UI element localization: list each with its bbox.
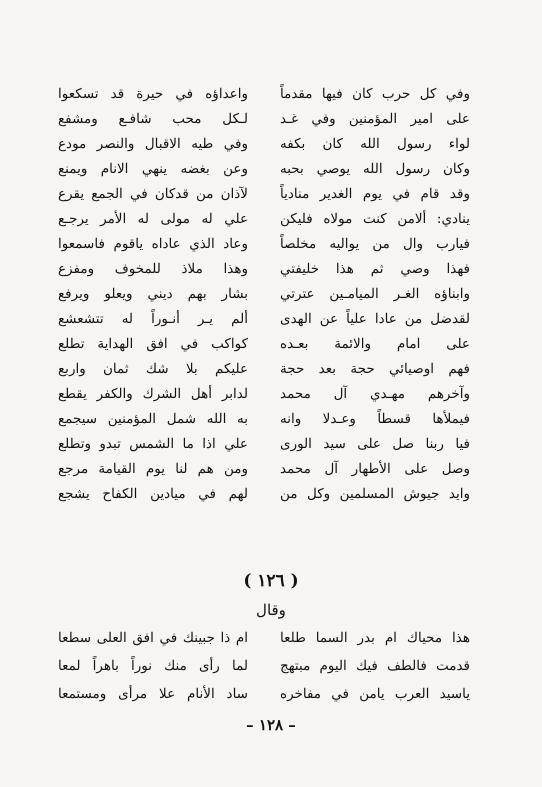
poem-bottom — [58, 624, 470, 708]
verse-right-hemistich: فهذا وصي ثم هذا خليفتي — [280, 261, 470, 277]
verse-left-hemistich: علي اذا ما الشمس تبدو وتطلع — [58, 436, 248, 452]
verse-left-hemistich: كواكب في افق الهداية تطلع — [58, 336, 248, 352]
verse-left-hemistich: لهم في ميادين الكفاح يشجع — [58, 486, 248, 502]
verse-right-hemistich: هذا محياك ام بدر السما طلعا — [280, 630, 470, 646]
poem-top — [58, 82, 470, 507]
verse-right-hemistich: وصل على الأطهار آل محمد — [280, 461, 470, 477]
verse-row — [58, 407, 470, 432]
verse-right-hemistich: وكان رسول الله يوصي بحبه — [280, 161, 470, 177]
verse-right-hemistich: فيملأها قسطاً وعـدلا وانه — [280, 411, 470, 427]
verse-right-hemistich: وابناؤه الغـر الميامـين عترتي — [280, 286, 470, 302]
verse-left-hemistich: لدابر أهل الشرك والكفر يقطع — [58, 386, 248, 402]
verse-row — [58, 107, 470, 132]
verse-left-hemistich: به الله شمل المؤمنين سيجمع — [58, 411, 248, 427]
verse-row — [58, 482, 470, 507]
verse-right-hemistich: وفي كل حرب كان فيها مقدماً — [280, 86, 470, 102]
verse-row — [58, 357, 470, 382]
verse-row — [58, 382, 470, 407]
verse-right-hemistich: وايد جيوش المسلمين وكل من — [280, 486, 470, 502]
verse-row — [58, 457, 470, 482]
verse-right-hemistich: لواء رسول الله كان بكفه — [280, 136, 470, 152]
verse-right-hemistich: لقدضل من عادا علياً عن الهدى — [280, 311, 470, 327]
verse-row — [58, 232, 470, 257]
verse-left-hemistich: واعداؤه في حيرة قد تسكعوا — [58, 86, 248, 102]
verse-left-hemistich: وهذا ملاذ للمخوف ومفزع — [58, 261, 248, 277]
verse-row — [58, 432, 470, 457]
verse-row — [58, 307, 470, 332]
verse-left-hemistich: لما رأى منك نوراً باهراً لمعا — [58, 658, 248, 674]
verse-left-hemistich: ألم يـر أنـوراً له تتشعشع — [58, 311, 248, 327]
verse-right-hemistich: فهم اوصيائي حجة بعد حجة — [280, 361, 470, 377]
verse-right-hemistich: قدمت فالطف فيك اليوم مبتهج — [280, 658, 470, 674]
verse-left-hemistich: ام ذا جبينك في افق العلى سطعا — [58, 630, 248, 646]
verse-row — [58, 132, 470, 157]
verse-left-hemistich: وعن بغضه ينهي الانام ويمنع — [58, 161, 248, 177]
verse-left-hemistich: ساد الأنام علا مرأى ومستمعا — [58, 686, 248, 702]
verse-row — [58, 257, 470, 282]
verse-right-hemistich: فيا ربنا صل على سيد الورى — [280, 436, 470, 452]
verse-right-hemistich: على امام والائمة بعـده — [280, 336, 470, 352]
verse-right-hemistich: على امير المؤمنين وفي غـد — [280, 111, 470, 127]
verse-left-hemistich: لآذان من قدكان في الجمع يقرع — [58, 186, 248, 202]
verse-right-hemistich: ياسيد العرب يامن في مفاخره — [280, 686, 470, 702]
poem-number: ( ١٢٦ ) — [243, 571, 299, 591]
verse-row — [58, 624, 470, 652]
verse-left-hemistich: عليكم بلا شك ثمان واربع — [58, 361, 248, 377]
verse-left-hemistich: ومن هم لنا يوم القيامة مرجع — [58, 461, 248, 477]
page-number: – ١٢٨ – — [246, 716, 296, 734]
verse-row — [58, 82, 470, 107]
verse-right-hemistich: ينادي: ألامن كنت مولاه فليكن — [280, 211, 470, 227]
verse-right-hemistich: وقد قام في يوم الغدير منادياً — [280, 186, 470, 202]
verse-left-hemistich: علي له مولى له الأمر يرجـع — [58, 211, 248, 227]
verse-right-hemistich: وآخرهم مهـدي آل محمد — [280, 386, 470, 402]
verse-right-hemistich: فيارب وال من يواليه مخلصاً — [280, 236, 470, 252]
verse-row — [58, 680, 470, 708]
verse-left-hemistich: بشار بهم ديني ويعلو ويرفع — [58, 286, 248, 302]
verse-row — [58, 652, 470, 680]
verse-row — [58, 207, 470, 232]
verse-row — [58, 157, 470, 182]
verse-row — [58, 282, 470, 307]
verse-left-hemistich: وعاد الذي عاداه ياقوم فاسمعوا — [58, 236, 248, 252]
poem-heading: وقال — [256, 601, 286, 619]
verse-left-hemistich: لـكل محب شافـع ومشفع — [58, 111, 248, 127]
verse-row — [58, 182, 470, 207]
verse-left-hemistich: وفي طيه الاقبال والنصر مودع — [58, 136, 248, 152]
verse-row — [58, 332, 470, 357]
